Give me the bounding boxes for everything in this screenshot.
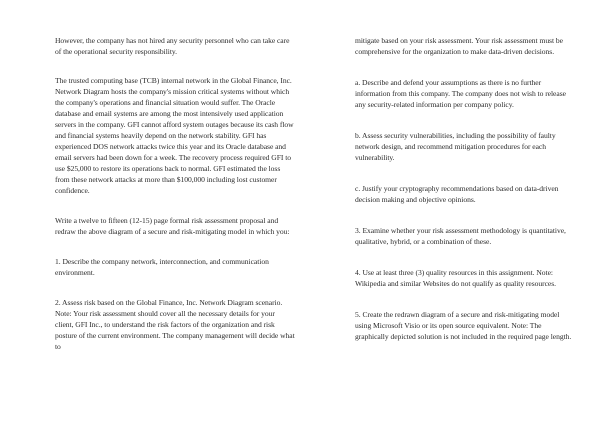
paragraph-item-b: b. Assess security vulnerabilities, including the possibility of faulty network design, and recommend mitigation procedures for each vulnerability. [355,131,556,162]
paragraph-item-4: 4. Use at least three (3) quality resources in this assignment. Note: Wikipedia and similar Websites do not qualify as quality resources. [355,268,556,288]
paragraph-tcb-network: The trusted computing base (TCB) internal network in the Global Finance, Inc. Network Diagram hosts the company's mission critical systems without which the company's operations and financial situation would suffer. The Oracle database and email systems are among the most intensively used application servers in the company. GFI cannot afford system outages because its cash flow and financial systems heavily depend on the network stability. GFI has experienced DOS network attacks twice this year and its Oracle database and email servers had been down for a week. The recovery process required GFI to use $25,000 to restore its operations back to normal. GFI estimated the loss from these network attacks at more than $100,000 including lost customer confidence. [55,76,294,195]
paragraph-item-5: 5. Create the redrawn diagram of a secure and risk-mitigating model using Microsoft Visio or its open source equivalent. Note: The graphically depicted solution is not included in the required page length. [355,310,572,341]
paragraph-security-personnel: However, the company has not hired any security personnel who can take care of the operational security responsibility. [55,36,290,56]
paragraph-item-3: 3. Examine whether your risk assessment methodology is quantitative, qualitative, hybrid, or a combination of these. [355,226,566,246]
paragraph-item-2: 2. Assess risk based on the Global Finance, Inc. Network Diagram scenario. Note: Your risk assessment should cover all the necessary details for your client, GFI Inc., to understand the risk factors of the organization and risk posture of the current environment. The company management will decide what to [55,298,295,351]
left-column [55,35,295,352]
paragraph-item-1: 1. Describe the company network, interconnection, and communication environment. [55,257,269,277]
paragraph-item-c: c. Justify your cryptography recommendations based on data-driven decision making and objective opinions. [355,184,559,204]
right-column [355,35,573,342]
paragraph-item-a: a. Describe and defend your assumptions as there is no further information from this company. The company does not wish to release any security-related information per company policy. [355,78,566,109]
paragraph-assignment-intro: Write a twelve to fifteen (12-15) page formal risk assessment proposal and redraw the above diagram of a secure and risk-mitigating model in which you: [55,216,290,236]
paragraph-mitigate-continued: mitigate based on your risk assessment. Your risk assessment must be comprehensive for the organization to make data-driven decisions. [355,36,563,56]
